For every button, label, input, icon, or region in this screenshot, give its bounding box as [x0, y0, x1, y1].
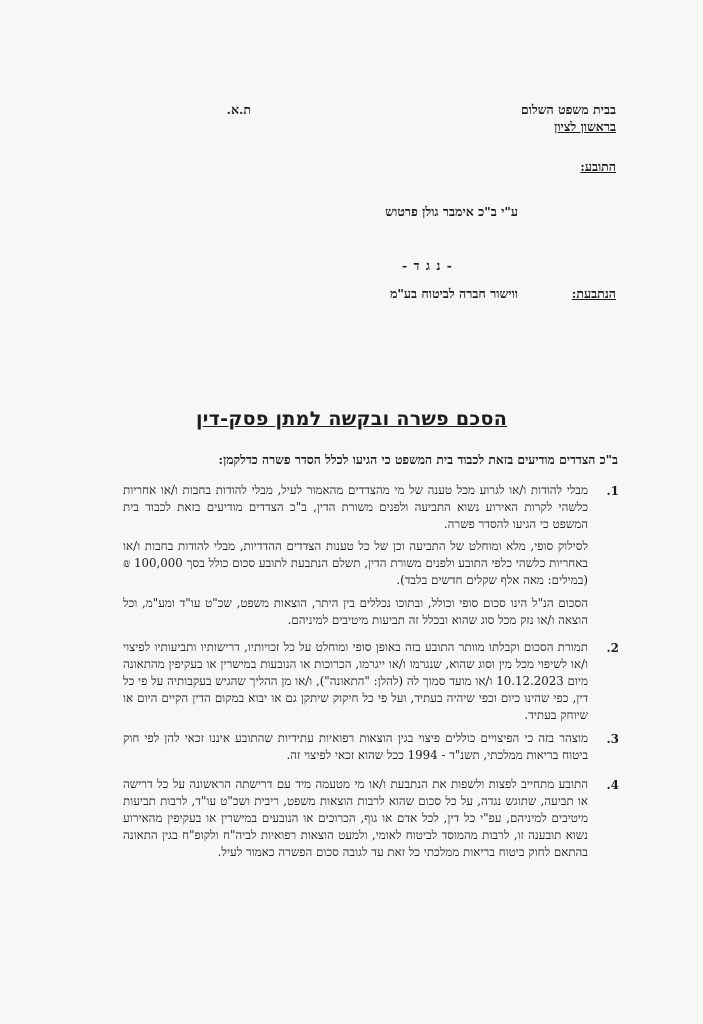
section-paragraph: מוצהר בזה כי הפיצויים כוללים פיצוי בגין הוצאות רפואיות עתידיות שהתובע איננו זכאי להן לפי חוק ביטוח בריאות ממלכתי, תשנ"ד - 1994 ככל שהוא זכאי לפיצוי זה. [123, 731, 588, 762]
section-paragraph: לסילוק סופי, מלא ומוחלט של התביעה וכן של כל טענות הצדדים ההדדיות, מבלי להודות בחבות ו/או באחריות כלשהי כלפי התובע ולפנים משורת הדין, תשלם הנתבעת לתובע סכום כולל בסך 100,000 ₪ (במילים: מאה אלף שקלים חדשים בלבד). [123, 539, 588, 587]
section-number: 2. [606, 641, 619, 655]
document-title: הסכם פשרה ובקשה למתן פסק-דין [195, 408, 508, 430]
section-number: 3. [606, 732, 619, 746]
section-paragraph: התובע מתחייב לפצות ולשפות את הנתבעת ו/או מי מטעמה מיד עם דרישתה הראשונה על כל דרישה או תביעה, שתוגש נגדה, על כל סכום שהוא לרבות הוצאות משפט, ריבית ושכ"ט עו"ד, לרבות תביעות מיטיבים למיניהם, עפ"י כל דין, לכל אדם או גוף, הכרוכים או הנובעים במישרין או בעקיפין מהאירוע נשוא תובענה זו, לרבות מהמוסד לביטוח לאומי, ולמעט הוצאות רפואיות לביה"ח ולקופ"ח בגין התאונה בהתאם לחוק ביטוח בריאות ממלכתי כל זאת עד לגובה סכום הפשרה כאמור לעיל. [123, 777, 588, 859]
section-number: 4. [606, 778, 619, 792]
defendant-label: הנתבעת: [571, 286, 616, 301]
intro-text: ב"כ הצדדים מודיעים בזאת לכבוד בית המשפט כי הגיעו לכלל הסדר פשרה כדלקמן: [218, 452, 618, 467]
defendant-name: ווישור חברה לביטוח בע"מ [390, 286, 518, 301]
court-name: בבית משפט השלום [520, 102, 616, 117]
court-location: בראשון לציון [554, 119, 616, 134]
section-number: 1. [606, 484, 619, 498]
plaintiff-counsel: ע"י ב"כ אימבר גולן פרטוש [385, 204, 518, 219]
section-paragraph: תמורת הסכום וקבלתו מוותר התובע בזה באופן סופי ומוחלט על כל זכויותיו, דרישותיו ותביעותיו לפיצוי ו/או לשיפוי מכל מין וסוג שהוא, שנגרמו ו/או ייגרמו, הכרוכות או הנובעות במישרין או בעקיפין מהתאונה מיום 10.12.2023 ו/או מועד סמוך לה (להלן: "התאונה"), ו/או מן ההליך שהגיש בעקבותיה על פי כל דין, כפי שהינו כיום וכפי שיהיה בעתיד, ועל פי כל חיקוק שיתקן גם או יבוא במקום הדין הקיים היום או שיוחק בעתיד. [123, 640, 588, 722]
section-paragraph: מבלי להודות ו/או לגרוע מכל טענה של מי מהצדדים מהאמור לעיל, מבלי להודות בחבות ו/או אחריות כלשהי לקרות האירוע נשוא התביעה ולפנים משורת הדין, ב"כ הצדדים מודיעים בזאת לכבוד בית המשפט כי הגיעו להסדר פשרה. [123, 483, 588, 531]
section-paragraph: הסכום הנ"ל הינו סכום סופי וכולל, ובתוכו נכללים בין היתר, הוצאות משפט, שכ"ט עו"ד ומע"מ, וכל הוצאה ו/או נזק מכל סוג שהוא ובכלל זה תביעות מיטיבים למיניהם. [123, 596, 588, 627]
plaintiff-label: התובע: [580, 159, 616, 174]
versus-marker: - נ ג ד - [402, 258, 453, 273]
case-number: ת.א. [226, 102, 251, 117]
